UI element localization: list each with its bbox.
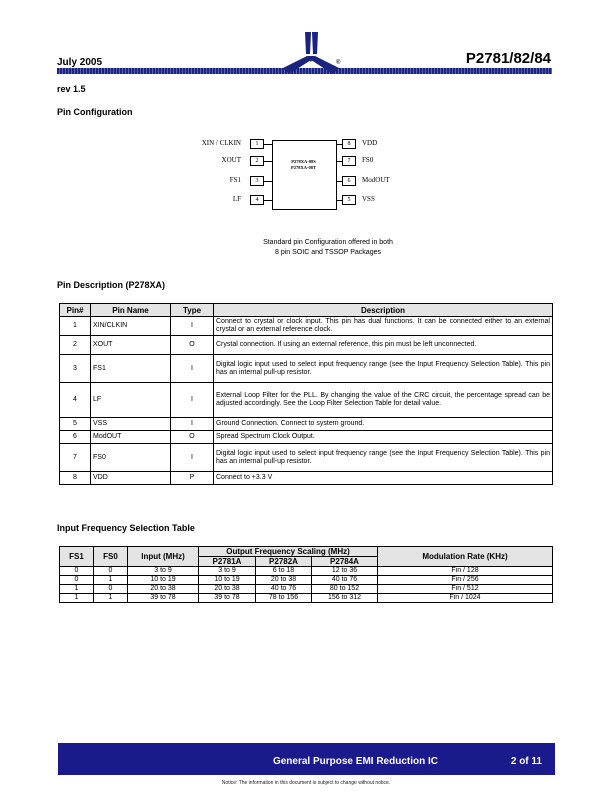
pin-type-cell: I: [171, 418, 214, 431]
pin-description-cell: Digital logic input used to select input frequency range (see the Input Frequency Selection Table). This pin has an internal pull-up resistor.: [214, 355, 553, 383]
fs1-cell: 1: [60, 594, 94, 603]
col-header-description: Description: [214, 304, 553, 317]
pin-name-cell: VSS: [91, 418, 171, 431]
pin-name-cell: XOUT: [91, 336, 171, 355]
pin-description-cell: Crystal connection. If using an external reference, this pin must be left unconnected.: [214, 336, 553, 355]
pin-3-lead: [264, 181, 272, 182]
table-row: [60, 444, 553, 472]
col-header-input: Input (MHz): [128, 547, 199, 567]
header-part-number: P2781/82/84: [465, 50, 551, 67]
chip-label: [272, 159, 335, 171]
pin-4-lead: [264, 200, 272, 201]
fs1-cell: 0: [60, 576, 94, 585]
p2782a-cell: 78 to 156: [256, 594, 312, 603]
table-row: [60, 472, 553, 485]
pin-3-number: 3: [250, 176, 264, 186]
p2784a-cell: 80 to 152: [312, 585, 378, 594]
chip-label-1: P278XA-08S: [291, 159, 316, 164]
fs0-cell: 0: [94, 567, 128, 576]
p2781a-cell: 20 to 38: [199, 585, 256, 594]
pin-type-cell: P: [171, 472, 214, 485]
col-header-p2782a: P2782A: [256, 557, 312, 567]
table-row: [60, 585, 553, 594]
pin-description-cell: Connect to crystal or clock input. This pin has dual functions. It can be connected either to an external crystal or an external reference clock.: [214, 317, 553, 336]
pin-2-number: 2: [250, 156, 264, 166]
fs1-cell: 0: [60, 567, 94, 576]
table-header-row: [60, 547, 553, 557]
pin-name-cell: FS1: [91, 355, 171, 383]
table-row: [60, 594, 553, 603]
col-header-output-scaling: Output Frequency Scaling (MHz): [199, 547, 378, 557]
package-note-line-1: Standard pin Configuration offered in both: [263, 239, 393, 246]
col-header-pin-name: Pin Name: [91, 304, 171, 317]
p2781a-cell: 3 to 9: [199, 567, 256, 576]
pin-type-cell: I: [171, 383, 214, 418]
table-row: [60, 418, 553, 431]
p2782a-cell: 6 to 18: [256, 567, 312, 576]
fs0-cell: 1: [94, 594, 128, 603]
pin-5-label: VSS: [362, 195, 375, 203]
chip-package: [272, 140, 337, 210]
table-header-row: [60, 304, 553, 317]
table-row: [60, 336, 553, 355]
registered-mark: ®: [336, 60, 341, 66]
fs0-cell: 1: [94, 576, 128, 585]
table-row: [60, 431, 553, 444]
pin-number-cell: 4: [60, 383, 91, 418]
pin-description-table: [59, 303, 553, 485]
pin-description-cell: Digital logic input used to select input frequency range (see the Input Frequency Selection Table). This pin has an internal pull-up resistor.: [214, 444, 553, 472]
fs0-cell: 0: [94, 585, 128, 594]
pin-number-cell: 3: [60, 355, 91, 383]
footer-notice: Notice: The information in this document is subject to change without notice.: [221, 780, 391, 786]
pin-number-cell: 8: [60, 472, 91, 485]
header-date: July 2005: [57, 57, 103, 68]
p2784a-cell: 156 to 312: [312, 594, 378, 603]
pin-name-cell: ModOUT: [91, 431, 171, 444]
col-header-pin-number: Pin#: [60, 304, 91, 317]
pin-8-number: 8: [342, 139, 356, 149]
input-cell: 10 to 19: [128, 576, 199, 585]
input-cell: 20 to 38: [128, 585, 199, 594]
p2782a-cell: 20 to 38: [256, 576, 312, 585]
pin-description-cell: Connect to +3.3 V: [214, 472, 553, 485]
pin-1-label: XIN / CLKIN: [201, 139, 241, 147]
col-header-p2781a: P2781A: [199, 557, 256, 567]
pin-description-cell: External Loop Filter for the PLL. By changing the value of the CRC circuit, the percentage spread can be adjusted accordingly. See the Loop Filter Selection Table for detail value.: [214, 383, 553, 418]
pin-number-cell: 6: [60, 431, 91, 444]
frequency-selection-table: [59, 546, 553, 603]
table-row: [60, 383, 553, 418]
footer-title: General Purpose EMI Reduction IC: [272, 756, 438, 767]
pin-type-cell: I: [171, 355, 214, 383]
pin-name-cell: VDD: [91, 472, 171, 485]
pin-1-lead: [264, 144, 272, 145]
pin-7-number: 7: [342, 156, 356, 166]
frequency-table-heading: Input Frequency Selection Table: [57, 523, 195, 533]
pin-number-cell: 1: [60, 317, 91, 336]
pin-type-cell: I: [171, 444, 214, 472]
page-number: 2 of 11: [510, 756, 542, 767]
p2781a-cell: 39 to 78: [199, 594, 256, 603]
pin-name-cell: FS0: [91, 444, 171, 472]
modulation-cell: Fin / 128: [378, 567, 553, 576]
package-note-line-2: 8 pin SOIC and TSSOP Packages: [275, 249, 381, 256]
table-row: [60, 576, 553, 585]
pin-type-cell: O: [171, 431, 214, 444]
table-row: [60, 567, 553, 576]
input-cell: 3 to 9: [128, 567, 199, 576]
pin-4-label: LF: [232, 195, 241, 203]
pin-configuration-heading: Pin Configuration: [57, 107, 133, 117]
p2782a-cell: 40 to 76: [256, 585, 312, 594]
pin-8-label: VDD: [362, 139, 378, 147]
col-header-p2784a: P2784A: [312, 557, 378, 567]
pin-2-lead: [264, 161, 272, 162]
pin-description-heading: Pin Description (P278XA): [57, 280, 166, 290]
chip-label-2: P278XA-08T: [291, 165, 316, 170]
fs1-cell: 1: [60, 585, 94, 594]
package-note: [200, 238, 456, 258]
col-header-type: Type: [171, 304, 214, 317]
pin-7-label: FS0: [362, 156, 374, 164]
pin-number-cell: 2: [60, 336, 91, 355]
company-logo-icon: [281, 32, 341, 82]
p2784a-cell: 40 to 76: [312, 576, 378, 585]
col-header-fs1: FS1: [60, 547, 94, 567]
modulation-cell: Fin / 256: [378, 576, 553, 585]
pin-number-cell: 7: [60, 444, 91, 472]
p2781a-cell: 10 to 19: [199, 576, 256, 585]
pin-number-cell: 5: [60, 418, 91, 431]
pin-6-number: 6: [342, 176, 356, 186]
table-row: [60, 317, 553, 336]
pin-name-cell: XIN/CLKIN: [91, 317, 171, 336]
revision: rev 1.5: [57, 84, 86, 94]
pin-3-label: FS1: [229, 176, 241, 184]
pin-2-label: XOUT: [221, 156, 241, 164]
p2784a-cell: 12 to 36: [312, 567, 378, 576]
pin-description-cell: Spread Spectrum Clock Output.: [214, 431, 553, 444]
modulation-cell: Fin / 1024: [378, 594, 553, 603]
pin-1-number: 1: [250, 139, 264, 149]
col-header-modulation-rate: Modulation Rate (KHz): [378, 547, 553, 567]
pin-4-number: 4: [250, 195, 264, 205]
pin-6-label: ModOUT: [362, 176, 390, 184]
col-header-fs0: FS0: [94, 547, 128, 567]
pin-description-cell: Ground Connection. Connect to system ground.: [214, 418, 553, 431]
input-cell: 39 to 78: [128, 594, 199, 603]
pin-name-cell: LF: [91, 383, 171, 418]
pin-5-number: 5: [342, 195, 356, 205]
pin-type-cell: O: [171, 336, 214, 355]
modulation-cell: Fin / 512: [378, 585, 553, 594]
pin-type-cell: I: [171, 317, 214, 336]
table-row: [60, 355, 553, 383]
